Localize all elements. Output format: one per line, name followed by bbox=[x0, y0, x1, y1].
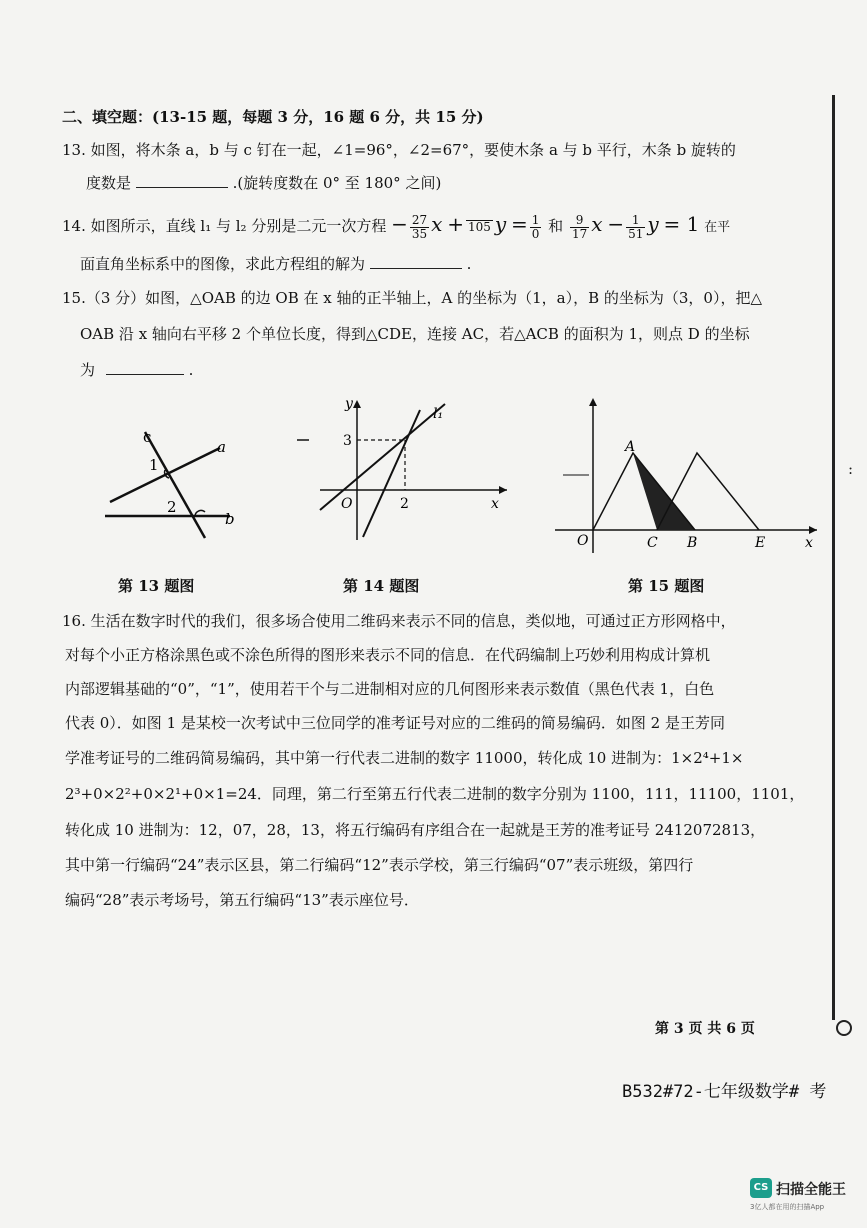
q14-frac4: $\frac{9}{17}$ bbox=[571, 212, 588, 241]
q15-line3: 为 . bbox=[80, 361, 194, 379]
footer-code: B532#72-七年级数学# 考 bbox=[622, 1082, 827, 1102]
q16-line: 编码“28”表示考场号，第五行编码“13”表示座位号． bbox=[65, 891, 419, 909]
q16-line: 学准考证号的二维码简易编码，其中第一行代表二进制的数字 11000，转化成 10 进制为：1×2⁴+1× bbox=[65, 749, 744, 767]
circle-icon bbox=[836, 1020, 852, 1036]
q16-line: 16. 生活在数字时代的我们，很多场合使用二维码来表示不同的信息，类似地，可通过正方形网格中， bbox=[62, 612, 736, 630]
section-heading bbox=[62, 107, 484, 127]
label-1: 1 bbox=[149, 456, 159, 474]
figure-14 bbox=[295, 392, 510, 542]
label-2: 2 bbox=[167, 498, 177, 516]
label-c: C bbox=[647, 535, 658, 551]
q14-frac2: 105 bbox=[467, 220, 491, 234]
label-x: x bbox=[491, 496, 499, 512]
scanner-name: 扫描全能王 bbox=[776, 1182, 846, 1198]
q16-line: 代表 0）．如图 1 是某校一次考试中三位同学的准考证号对应的二维码的简易编码．如图 2 是王芳同 bbox=[65, 714, 725, 732]
q13-line2 bbox=[86, 173, 441, 193]
q14-rhs: = 1 bbox=[663, 212, 700, 236]
q13-prefix: 度数是 bbox=[86, 174, 132, 192]
q13-suffix: .(旋转度数在 0° 至 180° 之间) bbox=[232, 174, 442, 192]
q13-answer-blank[interactable] bbox=[136, 173, 228, 188]
scanner-watermark bbox=[750, 1178, 860, 1218]
q14-frac3: $\frac{1}{0}$ bbox=[531, 212, 540, 241]
q14-line2-text: 面直角坐标系中的图像，求此方程组的解为 bbox=[80, 255, 366, 273]
label-o: O bbox=[577, 533, 589, 549]
label-y: y bbox=[345, 396, 353, 412]
label-e: E bbox=[755, 535, 766, 551]
label-b: B bbox=[687, 535, 698, 551]
label-l1: l₁ bbox=[433, 406, 444, 422]
q14-prefix: 14. 如图所示，直线 l₁ 与 l₂ 分别是二元一次方程 bbox=[62, 217, 387, 235]
q13-line1: 13. 如图，将木条 a，b 与 c 钉在一起，∠1=96°，∠2=67°，要使木条 a 与 b 平行，木条 b 旋转的 bbox=[62, 141, 736, 159]
q16-line: 其中第一行编码“24”表示区县，第二行编码“12”表示学校，第三行编码“07”表示班级，第四行 bbox=[65, 856, 694, 874]
line-c bbox=[145, 432, 205, 538]
page-edge-line bbox=[832, 95, 835, 1020]
label-2-tick: 2 bbox=[400, 496, 409, 512]
q16-line: 内部逻辑基础的“0”，“1”，使用若干个与二进制相对应的几何图形来表示数值（黑色代表 1，白色 bbox=[65, 680, 715, 698]
label-3: 3 bbox=[343, 433, 352, 449]
label-b: b bbox=[225, 510, 235, 528]
q16-line: 2³+0×2²+0×2¹+0×1=24．同理，第二行至第五行代表二进制的数字分别为 1100，111，11100，1101， bbox=[65, 785, 805, 803]
q14-frac1: $\frac{27}{35}$ bbox=[411, 212, 428, 241]
q14-frac5: $\frac{1}{51}$ bbox=[628, 212, 644, 241]
section-title: 二、填空题： bbox=[62, 108, 153, 126]
margin-mark: : bbox=[848, 460, 854, 478]
figure-13-caption: 第 13 题图 bbox=[118, 577, 195, 595]
q15-answer-blank[interactable] bbox=[106, 360, 184, 375]
q15-line2: OAB 沿 x 轴向右平移 2 个单位长度，得到△CDE，连接 AC，若△ACB 的面积为 1，则点 D 的坐标 bbox=[80, 325, 750, 343]
q14-line1: 14. 如图所示，直线 l₁ 与 l₂ 分别是二元一次方程 − $\frac{27}{35}$ x + 105 y = $\frac{1}{0}$ 和 $\frac{9}{17}$ x − $\frac{1}{51}$ y = 1 在平 bbox=[62, 212, 731, 241]
section-detail: (13-15 题，每题 3 分，16 题 6 分，共 15 分) bbox=[152, 108, 484, 126]
label-x: x bbox=[805, 535, 813, 551]
q14-and: 和 bbox=[548, 217, 564, 235]
scanner-tagline: 3亿人都在用的扫描App bbox=[750, 1203, 825, 1211]
figure-15-caption: 第 15 题图 bbox=[628, 577, 705, 595]
label-o: O bbox=[341, 496, 353, 512]
q14-suffix: 在平 bbox=[704, 220, 731, 235]
q14-answer-blank[interactable] bbox=[370, 254, 462, 269]
line-l1 bbox=[363, 410, 420, 537]
figure-14-caption: 第 14 题图 bbox=[343, 577, 420, 595]
q16-line: 对每个小正方格涂黑色或不涂色所得的图形来表示不同的信息．在代码编制上巧妙利用构成计算机 bbox=[65, 646, 711, 664]
scanner-logo-icon: CS bbox=[750, 1178, 772, 1198]
figure-15 bbox=[555, 395, 820, 555]
q15-line1: 15.（3 分）如图，△OAB 的边 OB 在 x 轴的正半轴上，A 的坐标为（1，a），B 的坐标为（3，0），把△ bbox=[62, 289, 762, 307]
label-c: c bbox=[143, 428, 152, 446]
label-a: A bbox=[625, 439, 636, 455]
page-number: 第 3 页 共 6 页 bbox=[655, 1021, 755, 1037]
q14-line2: 面直角坐标系中的图像，求此方程组的解为 . bbox=[80, 255, 472, 273]
label-a: a bbox=[217, 438, 226, 456]
q16-line: 转化成 10 进制为：12，07，28，13，将五行编码有序组合在一起就是王芳的准考证号 2412072813， bbox=[65, 821, 766, 839]
figure-13 bbox=[95, 420, 255, 540]
